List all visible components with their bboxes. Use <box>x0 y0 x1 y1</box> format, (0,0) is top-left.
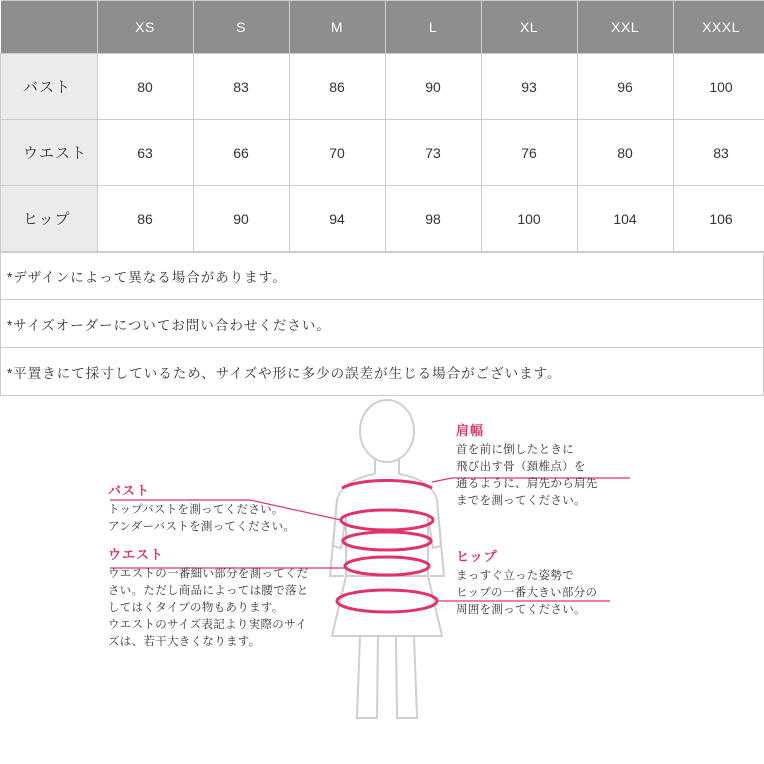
note-design: *デザインによって異なる場合があります。 <box>0 252 764 300</box>
cell-bust-m: 86 <box>289 54 385 120</box>
callout-hip-line-3: 周囲を測ってください。 <box>456 604 586 616</box>
callout-hip-line-1: まっすぐ立った姿勢で <box>456 570 574 582</box>
callout-waist <box>108 546 348 651</box>
cell-hip-xxxl: 106 <box>673 186 764 252</box>
cell-hip-m: 94 <box>289 186 385 252</box>
callout-waist-line-5: ズは、若干大きくなります。 <box>108 636 261 648</box>
table-row <box>1 54 764 120</box>
column-header-xl: XL <box>481 1 577 54</box>
notes-section <box>0 252 764 396</box>
column-header-l: L <box>385 1 481 54</box>
column-header-xs: XS <box>97 1 193 54</box>
size-table <box>0 0 764 252</box>
cell-waist-xxl: 80 <box>577 120 673 186</box>
cell-waist-l: 73 <box>385 120 481 186</box>
cell-hip-s: 90 <box>193 186 289 252</box>
note-measurement: *平置きにて採寸しているため、サイズや形に多少の誤差が生じる場合がございます。 <box>0 348 764 396</box>
cell-bust-xxxl: 100 <box>673 54 764 120</box>
callout-hip-title: ヒップ <box>456 549 498 564</box>
callout-shoulder-line-2: 飛び出す骨（頚椎点）を <box>456 461 586 473</box>
row-header-bust: バスト <box>1 54 98 120</box>
callout-shoulder-line-3: 通るように、肩先から肩先 <box>456 478 598 490</box>
callout-shoulder <box>456 422 641 510</box>
cell-waist-xl: 76 <box>481 120 577 186</box>
column-header-m: M <box>289 1 385 54</box>
cell-bust-xxl: 96 <box>577 54 673 120</box>
column-header-xxl: XXL <box>577 1 673 54</box>
callout-bust-line-2: アンダーバストを測ってください。 <box>108 521 296 533</box>
cell-hip-xxl: 104 <box>577 186 673 252</box>
callout-waist-line-2: さい。ただし商品によっては腰で落と <box>108 585 309 597</box>
cell-waist-s: 66 <box>193 120 289 186</box>
cell-bust-l: 90 <box>385 54 481 120</box>
table-corner-cell <box>1 1 98 54</box>
callout-shoulder-line-4: までを測ってください。 <box>456 495 586 507</box>
table-header-row <box>1 1 764 54</box>
cell-hip-l: 98 <box>385 186 481 252</box>
callout-bust-line-1: トップバストを測ってください。 <box>108 504 284 516</box>
cell-bust-xl: 93 <box>481 54 577 120</box>
table-row <box>1 186 764 252</box>
table-row <box>1 120 764 186</box>
cell-waist-xxxl: 83 <box>673 120 764 186</box>
callout-hip <box>456 548 651 619</box>
cell-bust-s: 83 <box>193 54 289 120</box>
callout-shoulder-line-1: 首を前に倒したときに <box>456 444 574 456</box>
callout-shoulder-title: 肩幅 <box>456 423 485 438</box>
row-header-waist: ウエスト <box>1 120 98 186</box>
cell-waist-m: 70 <box>289 120 385 186</box>
cell-hip-xl: 100 <box>481 186 577 252</box>
callout-container <box>0 396 764 736</box>
cell-hip-xs: 86 <box>97 186 193 252</box>
callout-waist-title: ウエスト <box>108 547 165 562</box>
size-table-body <box>1 54 764 252</box>
cell-bust-xs: 80 <box>97 54 193 120</box>
callout-waist-line-1: ウエストの一番細い部分を測ってくだ <box>108 568 309 580</box>
callout-bust <box>108 482 328 536</box>
row-header-hip: ヒップ <box>1 186 98 252</box>
column-header-xxxl: XXXL <box>673 1 764 54</box>
callout-waist-line-4: ウエストのサイズ表記より実際のサイ <box>108 619 307 631</box>
callout-bust-title: バスト <box>108 483 151 498</box>
column-header-s: S <box>193 1 289 54</box>
cell-waist-xs: 63 <box>97 120 193 186</box>
callout-waist-line-3: してはくタイプの物もあります。 <box>108 602 284 614</box>
size-table-header <box>1 1 764 54</box>
note-size-order: *サイズオーダーについてお問い合わせください。 <box>0 300 764 348</box>
measurement-illustration <box>0 396 764 736</box>
callout-hip-line-2: ヒップの一番大きい部分の <box>456 587 598 599</box>
